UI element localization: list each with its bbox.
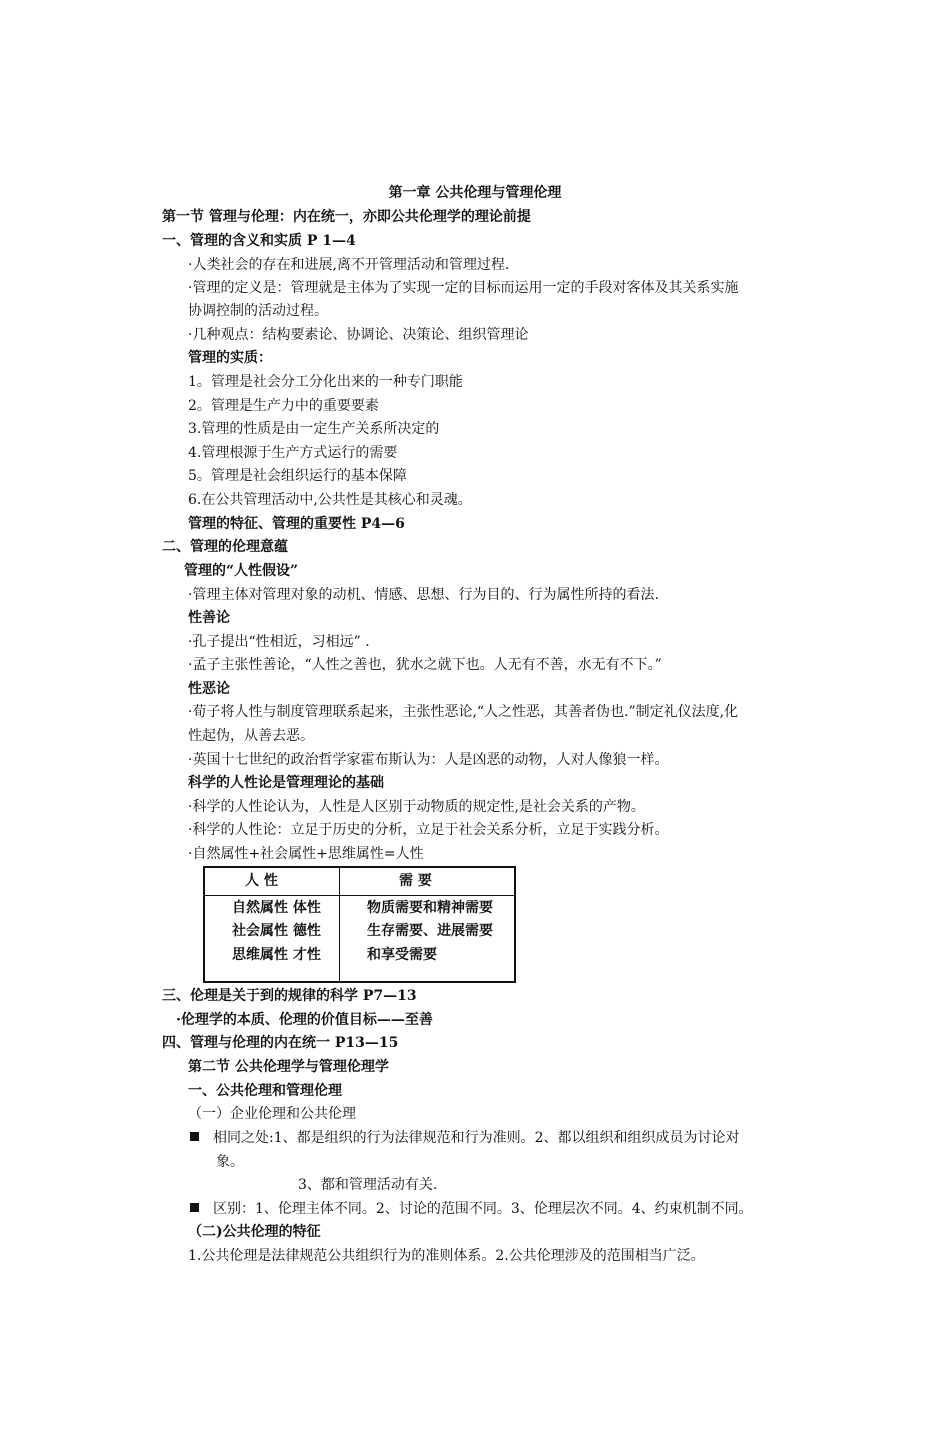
- paragraph-2b: 协调控制的活动过程。: [188, 303, 328, 319]
- similarities-line-b: 象。: [216, 1154, 244, 1170]
- square-bullet-icon: [190, 1203, 199, 1212]
- science-title: 科学的人性论是管理理论的基础: [188, 775, 384, 791]
- section-2-sub-1: （一）企业伦理和公共伦理: [188, 1106, 356, 1122]
- evil-nature-1a: ·荀子将人性与制度管理联系起来，主张性恶论,“人之性恶，其善者伪也.”制定礼仪法度,化: [188, 704, 739, 720]
- table-cell-r2c1: 社会属性 德性: [232, 923, 321, 939]
- similarities-line-a: [190, 1128, 740, 1148]
- heading-4: 四、管理与伦理的内在统一 P13—15: [162, 1035, 399, 1051]
- evil-nature-title: 性恶论: [188, 681, 230, 697]
- table-cell-r1c1: 自然属性 体性: [232, 900, 321, 916]
- table-header-nature: 人 性: [245, 873, 278, 889]
- hypothesis-paragraph: ·管理主体对管理对象的动机、情感、思想、行为目的、行为属性所持的看法.: [188, 587, 659, 603]
- science-3: ·自然属性+社会属性+思维属性=人性: [188, 846, 424, 862]
- section-1-title: 第一节 管理与伦理：内在统一，亦即公共伦理学的理论前提: [162, 209, 531, 225]
- essence-item-5: 5。管理是社会组织运行的基本保障: [188, 468, 407, 484]
- differences-text: 区别：1、伦理主体不同。2、讨论的范围不同。3、伦理层次不同。4、约束机制不同。: [213, 1201, 753, 1217]
- essence-item-3: 3.管理的性质是由一定生产关系所决定的: [188, 421, 440, 437]
- essence-item-1: 1。管理是社会分工分化出来的一种专门职能: [188, 374, 463, 390]
- science-2: ·科学的人性论：立足于历史的分析，立足于社会关系分析，立足于实践分析。: [188, 822, 669, 838]
- human-nature-table: [203, 866, 516, 983]
- features-heading: 管理的特征、管理的重要性 P4—6: [188, 516, 405, 532]
- heading-1: 一、管理的含义和实质 P 1—4: [162, 233, 356, 249]
- hypothesis-title: 管理的“人性假设”: [184, 563, 299, 579]
- table-cell-r3c1: 思维属性 才性: [232, 947, 321, 963]
- similarities-line-c: 3、都和管理活动有关.: [298, 1177, 438, 1193]
- good-nature-1: ·孔子提出“性相近，习相远” .: [188, 634, 370, 650]
- paragraph-1: ·人类社会的存在和进展,离不开管理活动和管理过程.: [188, 257, 510, 273]
- table-header-needs: 需 要: [399, 873, 432, 889]
- differences-line: [190, 1199, 753, 1219]
- paragraph-3: ·几种观点：结构要素论、协调论、决策论、组织管理论: [188, 327, 529, 343]
- table-cell-r2c2: 生存需要、进展需要: [367, 923, 493, 939]
- heading-2: 二、管理的伦理意蕴: [162, 539, 288, 555]
- heading-3: 三、伦理是关于到的规律的科学 P7—13: [162, 988, 417, 1004]
- evil-nature-2: ·英国十七世纪的政治哲学家霍布斯认为：人是凶恶的动物，人对人像狼一样。: [188, 752, 669, 768]
- section-2-sub-2: （二)公共伦理的特征: [188, 1224, 321, 1240]
- table-header-divider: [205, 895, 514, 896]
- public-ethics-features-line: 1.公共伦理是法律规范公共组织行为的准则体系。2.公共伦理涉及的范围相当广泛。: [188, 1248, 705, 1264]
- heading-3-sub: ·伦理学的本质、伦理的价值目标——至善: [176, 1012, 433, 1028]
- good-nature-2: ·孟子主张性善论，“人性之善也，犹水之就下也。人无有不善，水无有不下。”: [188, 657, 662, 673]
- table-column-divider: [339, 868, 340, 983]
- evil-nature-1b: 性起伪，从善去恶。: [188, 728, 314, 744]
- section-2-title: 第二节 公共伦理学与管理伦理学: [188, 1059, 389, 1075]
- paragraph-2a: ·管理的定义是：管理就是主体为了实现一定的目标而运用一定的手段对客体及其关系实施: [188, 280, 739, 296]
- similarities-text-a: 相同之处:1、都是组织的行为法律规范和行为准则。2、都以组织和组织成员为讨论对: [213, 1130, 740, 1146]
- essence-title: 管理的实质：: [188, 350, 272, 366]
- good-nature-title: 性善论: [188, 610, 230, 626]
- square-bullet-icon: [190, 1132, 199, 1141]
- section-2-heading-1: 一、公共伦理和管理伦理: [188, 1083, 342, 1099]
- essence-item-6: 6.在公共管理活动中,公共性是其核心和灵魂。: [188, 492, 472, 508]
- essence-item-4: 4.管理根源于生产方式运行的需要: [188, 445, 398, 461]
- chapter-title: 第一章 公共伦理与管理伦理: [388, 185, 562, 201]
- science-1: ·科学的人性论认为，人性是人区别于动物质的规定性,是社会关系的产物。: [188, 799, 645, 815]
- essence-item-2: 2。管理是生产力中的重要要素: [188, 398, 379, 414]
- table-cell-r3c2: 和享受需要: [367, 947, 437, 963]
- table-cell-r1c2: 物质需要和精神需要: [367, 900, 493, 916]
